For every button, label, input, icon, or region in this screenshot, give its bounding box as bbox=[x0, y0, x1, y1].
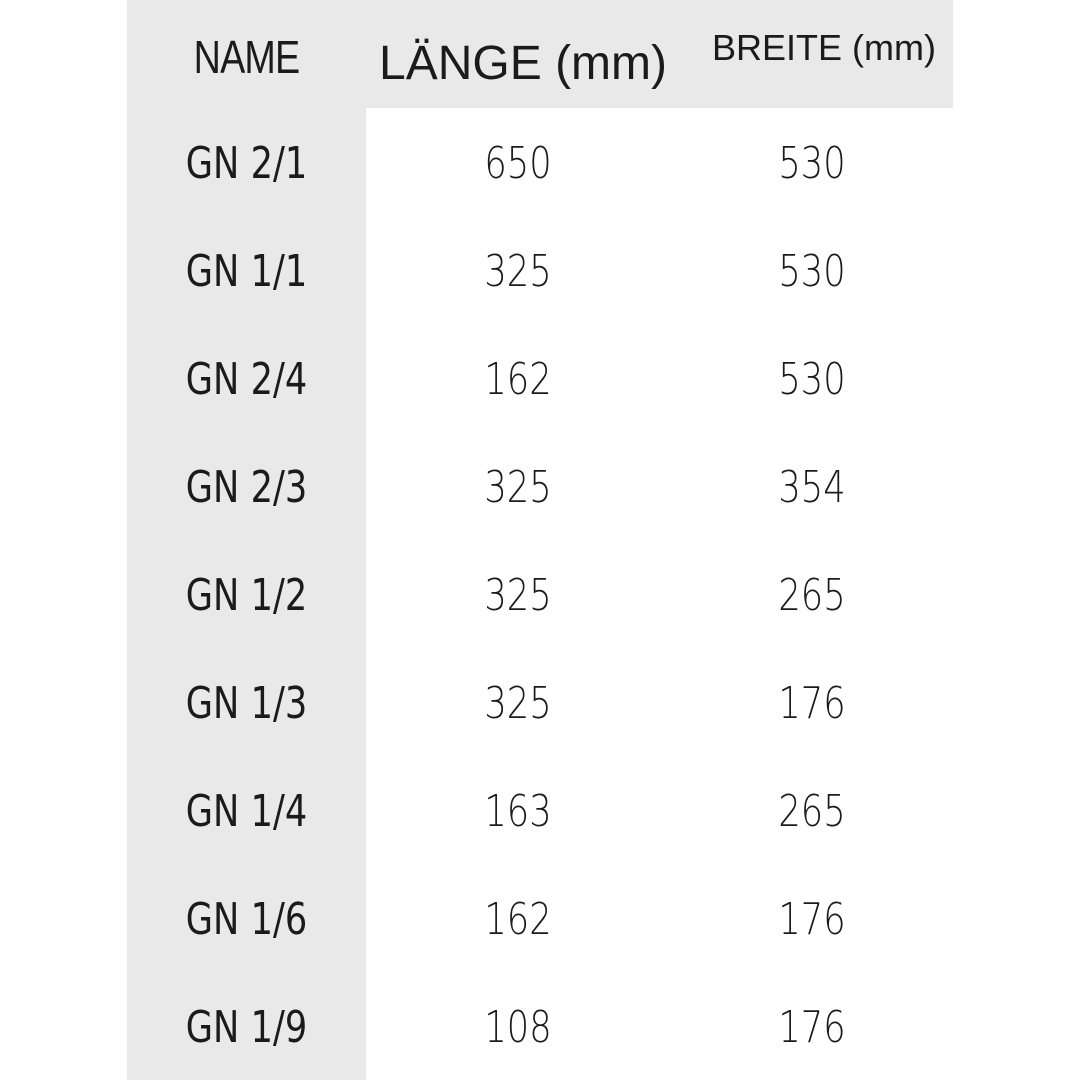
table-body bbox=[0, 108, 1080, 1080]
row-length: 325 bbox=[484, 246, 552, 297]
row-name: GN 1/2 bbox=[185, 570, 308, 621]
row-width: 530 bbox=[778, 246, 846, 297]
row-name: GN 2/1 bbox=[185, 138, 308, 189]
row-length: 325 bbox=[484, 570, 552, 621]
row-width: 530 bbox=[778, 354, 846, 405]
table-row bbox=[0, 540, 1080, 648]
row-name: GN 2/4 bbox=[185, 354, 308, 405]
table-row bbox=[0, 972, 1080, 1080]
table-row bbox=[0, 324, 1080, 432]
row-width: 176 bbox=[778, 1002, 846, 1053]
header-name: NAME bbox=[193, 31, 300, 83]
table-row bbox=[0, 864, 1080, 972]
header-width: BREITE (mm) bbox=[712, 27, 936, 68]
row-width: 176 bbox=[778, 894, 846, 945]
row-length: 162 bbox=[484, 894, 552, 945]
row-width: 354 bbox=[778, 462, 846, 513]
row-length: 650 bbox=[484, 138, 552, 189]
table-row bbox=[0, 648, 1080, 756]
row-name: GN 2/3 bbox=[185, 462, 308, 513]
row-width: 265 bbox=[778, 786, 846, 837]
row-width: 265 bbox=[778, 570, 846, 621]
row-width: 530 bbox=[778, 138, 846, 189]
table-row bbox=[0, 756, 1080, 864]
row-name: GN 1/9 bbox=[185, 1002, 308, 1053]
row-length: 325 bbox=[484, 678, 552, 729]
table-row bbox=[0, 108, 1080, 216]
row-name: GN 1/3 bbox=[185, 678, 308, 729]
row-name: GN 1/1 bbox=[185, 246, 308, 297]
row-length: 162 bbox=[484, 354, 552, 405]
row-width: 176 bbox=[778, 678, 846, 729]
table-row bbox=[0, 432, 1080, 540]
row-length: 163 bbox=[484, 786, 552, 837]
header-length: LÄNGE (mm) bbox=[379, 37, 667, 90]
row-length: 325 bbox=[484, 462, 552, 513]
row-name: GN 1/6 bbox=[185, 894, 308, 945]
row-name: GN 1/4 bbox=[185, 786, 308, 837]
table-row bbox=[0, 216, 1080, 324]
row-length: 108 bbox=[484, 1002, 552, 1053]
